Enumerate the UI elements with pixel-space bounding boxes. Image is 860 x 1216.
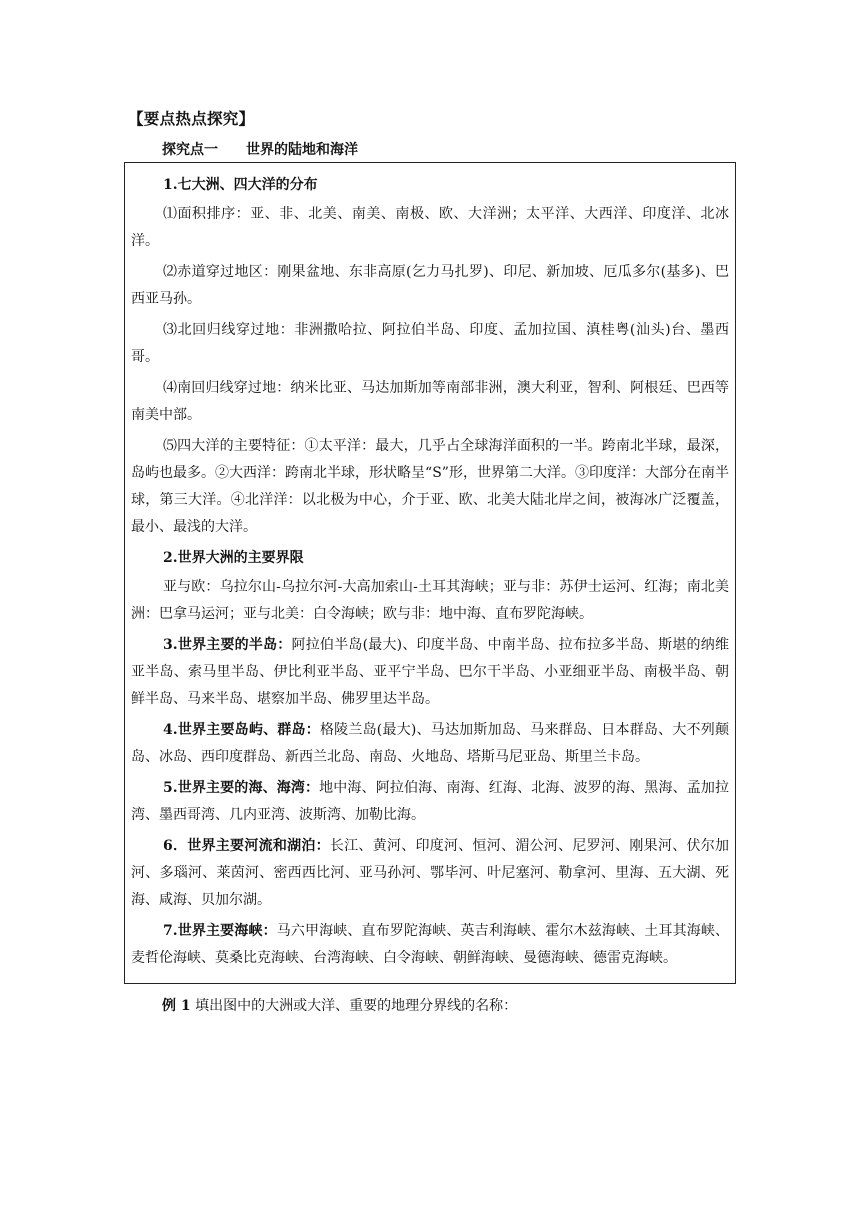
section-6-paragraph [131,833,729,914]
section-1-paragraph-3: ⑶北回归线穿过地：非洲撒哈拉、阿拉伯半岛、印度、孟加拉国、滇桂粤(汕头)台、墨西哥。 [131,322,729,365]
section-1-paragraph-1: ⑴面积排序：亚、非、北美、南美、南极、欧、大洋洲；太平洋、大西洋、印度洋、北冰洋。 [131,206,729,249]
section-1-paragraph-4: ⑷南回归线穿过地：纳米比亚、马达加斯加等南部非洲，澳大利亚，智利、阿根廷、巴西等南美中部。 [131,380,729,423]
section-2-title: 2.世界大洲的主要界限 [163,550,304,566]
section-3-label: 3.世界主要的半岛： [163,637,292,653]
content-box [124,162,736,984]
example-label: 例 1 [162,998,191,1014]
section-4-paragraph [131,717,729,771]
section-5-paragraph [131,775,729,829]
section-3-paragraph [131,632,729,713]
section-4-label: 4.世界主要岛屿、群岛： [163,722,320,738]
section-2-paragraph: 亚与欧：乌拉尔山-乌拉尔河-大高加索山-土耳其海峡；亚与非：苏伊士运河、红海；南北美洲：巴拿马运河；亚与北美：白令海峡；欧与非：地中海、直布罗陀海峡。 [131,579,729,622]
section-1-paragraph-2: ⑵赤道穿过地区：刚果盆地、东非高原(乞力马扎罗)、印尼、新加坡、厄瓜多尔(基多)、巴西亚马孙。 [131,264,729,307]
section-1-paragraph-5: ⑸四大洋的主要特征：①太平洋：最大，几乎占全球海洋面积的一半。跨南北半球，最深，岛屿也最多。②大西洋：跨南北半球，形状略呈“S”形，世界第二大洋。③印度洋：大部分在南半球，第三大洋。④北洋洋：以北极为中心，介于亚、欧、北美大陆北岸之间，被海冰广泛覆盖，最小、最浅的大洋。 [131,438,729,535]
section-5-text: 地中海、阿拉伯海、南海、红海、北海、波罗的海、黑海、孟加拉湾、墨西哥湾、几内亚湾、波斯湾、加勒比海。 [131,780,729,823]
section-7-label: 7.世界主要海峡： [163,923,277,939]
section-7-text: 马六甲海峡、直布罗陀海峡、英吉利海峡、霍尔木兹海峡、土耳其海峡、麦哲伦海峡、莫桑比克海峡、台湾海峡、白令海峡、朝鲜海峡、曼德海峡、德雷克海峡。 [131,923,729,966]
section-heading: 探究点一 世界的陆地和海洋 [162,142,358,158]
example-text: 填出图中的大洲或大洋、重要的地理分界线的名称： [190,998,518,1014]
section-7-paragraph [131,918,729,972]
page-heading: 【要点热点探究】 [128,110,255,128]
section-1-title: 1.七大洲、四大洋的分布 [163,177,318,193]
section-3-text: 阿拉伯半岛(最大)、印度半岛、中南半岛、拉布拉多半岛、斯堪的纳维亚半岛、索马里半岛、伊比利亚半岛、亚平宁半岛、巴尔干半岛、小亚细亚半岛、南极半岛、朝鲜半岛、马来半岛、堪察加半岛、佛罗里达半岛。 [131,637,729,707]
example-1 [162,995,517,1015]
section-6-label: 6．世界主要河流和湖泊： [163,838,330,854]
section-6-text: 长江、黄河、印度河、恒河、湄公河、尼罗河、刚果河、伏尔加河、多瑙河、莱茵河、密西西比河、亚马孙河、鄂毕河、叶尼塞河、勒拿河、里海、五大湖、死海、咸海、贝加尔湖。 [131,838,730,908]
section-4-text: 格陵兰岛(最大)、马达加斯加岛、马来群岛、日本群岛、大不列颠岛、冰岛、西印度群岛、新西兰北岛、南岛、火地岛、塔斯马尼亚岛、斯里兰卡岛。 [131,722,729,765]
section-5-label: 5.世界主要的海、海湾： [163,780,320,796]
